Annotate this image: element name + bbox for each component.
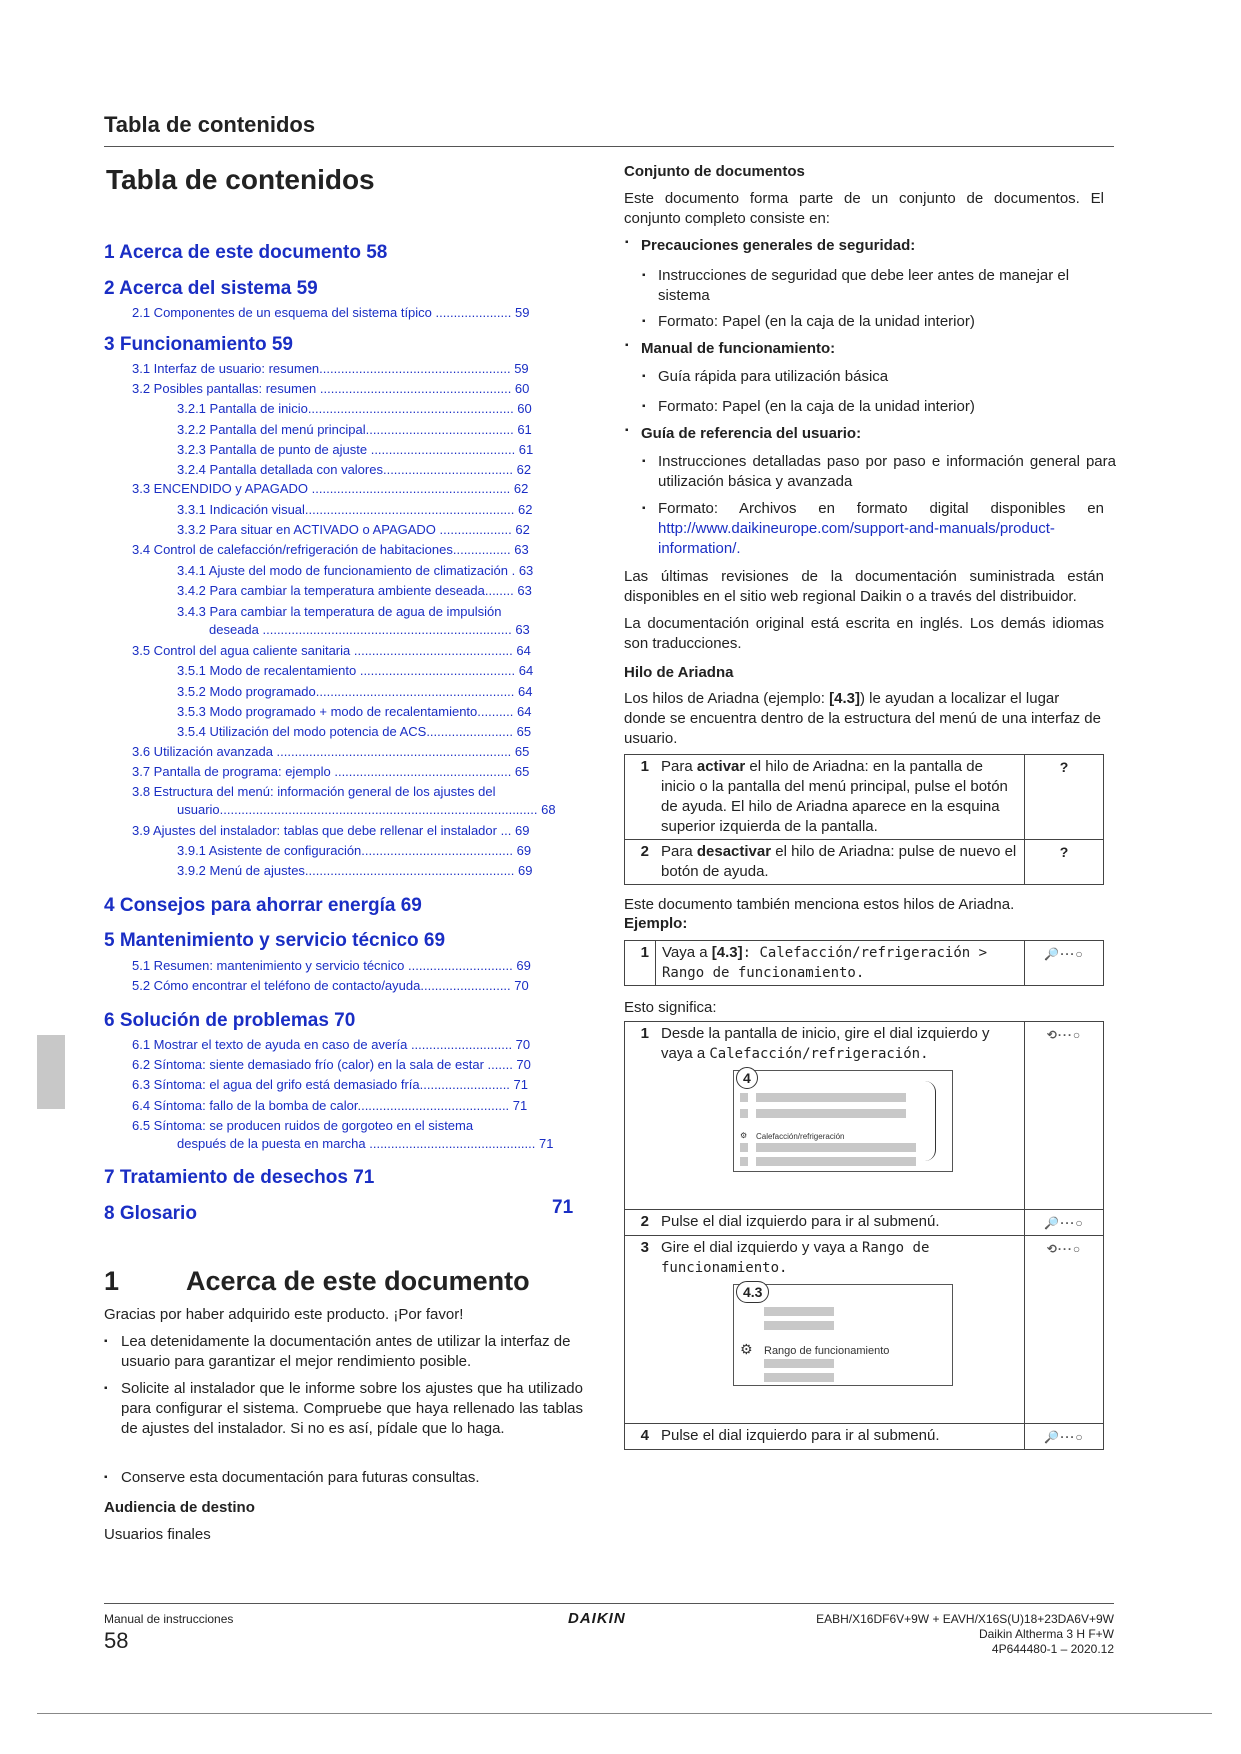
doc-item: ▪ Instrucciones de seguridad que debe leer antes de manejar el sistema [658, 266, 1098, 306]
toc-entry-link[interactable]: 3.2.2 Pantalla del menú principal......................................... 61 [177, 422, 532, 437]
example-label: Ejemplo: [624, 915, 688, 932]
dial-rotate-icon: ⟲···○ [1046, 1028, 1082, 1042]
menu-item-label: Rango de funcionamiento [764, 1345, 890, 1357]
toc-entry-link[interactable]: 3.1 Interfaz de usuario: resumen..................................................... 59 [132, 361, 529, 376]
toc-chapter-link[interactable]: 5 Mantenimiento y servicio técnico 69 [104, 930, 446, 951]
menu-screen-illustration [733, 1070, 953, 1172]
toc-entry-link[interactable]: 3.2.4 Pantalla detallada con valores.................................... 62 [177, 462, 532, 477]
docset-heading: Conjunto de documentos [624, 163, 805, 180]
toc-entry-link[interactable]: 3.5.4 Utilización del modo potencia de ACS........................ 65 [177, 724, 532, 739]
toc-entry-link[interactable]: 6.2 Síntoma: siente demasiado frío (calor) en la sala de estar ....... 70 [132, 1057, 531, 1072]
audience-text: Usuarios finales [104, 1526, 211, 1543]
page-number: 58 [104, 1628, 129, 1653]
example-table [624, 940, 1104, 986]
table-row: 1 Desde la pantalla de inicio, gire el dial izquierdo y vaya a Calefacción/refrigeración. 4 ⚙ Calefacción/refrigeración ⟲···○ [625, 1022, 1104, 1210]
docset-intro: Este documento forma parte de un conjunto de documentos. El conjunto completo consiste en: [624, 190, 1104, 227]
page-bottom-rule [37, 1713, 1212, 1714]
toc-entry-link[interactable]: 3.5.2 Modo programado....................................................... 64 [177, 684, 533, 699]
toc-entry-link[interactable]: 2.1 Componentes de un esquema del sistema típico ..................... 59 [132, 305, 530, 320]
ariadna-intro: Los hilos de Ariadna (ejemplo: [4.3]) le ayudan a localizar el lugar donde se encuentra dentro de la estructura del menú de una interfaz de usuario. [624, 690, 1101, 747]
dial-press-icon: 🔎···○ [1044, 1216, 1084, 1230]
section-title: Acerca de este documento [186, 1266, 530, 1296]
toc-entry-link[interactable]: 3.9.2 Menú de ajustes.......................................................... 69 [177, 863, 533, 878]
toc-entry-link[interactable]: 3.9 Ajustes del instalador: tablas que debe rellenar el instalador ... 69 [132, 823, 530, 838]
doc-title: ▪ Precauciones generales de seguridad: [641, 237, 915, 254]
doc-item: ▪ Formato: Papel (en la caja de la unidad interior) [658, 397, 1098, 417]
toc-chapter-link[interactable]: 1 Acerca de este documento 58 [104, 242, 388, 263]
toc-glosario-page[interactable]: 71 [552, 1197, 574, 1218]
toc-entry-link[interactable]: 3.3 ENCENDIDO y APAGADO ....................................................... 62 [132, 481, 529, 496]
ariadna-help-table [624, 754, 1104, 885]
toc-chapter-link[interactable]: 4 Consejos para ahorrar energía 69 [104, 895, 422, 916]
dial-indicator [925, 1081, 936, 1161]
docs-link[interactable]: http://www.daikineurope.com/support-and-manuals/product-information/. [658, 520, 1055, 557]
section-number: 1 [104, 1266, 120, 1296]
toc-entry-link[interactable]: 3.4.1 Ajuste del modo de funcionamiento de climatización . 63 [177, 563, 534, 578]
toc-chapter-link[interactable]: 6 Solución de problemas 70 [104, 1010, 356, 1031]
revisions-text: Las últimas revisiones de la documentación suministrada están disponibles en el sitio web regional Daikin o a través del distribuidor. [624, 568, 1104, 605]
gear-icon: ⚙ [740, 1131, 748, 1140]
toc-entry-link[interactable]: 3.4 Control de calefacción/refrigeración de habitaciones................ 63 [132, 542, 529, 557]
toc-entry-link[interactable]: 3.7 Pantalla de programa: ejemplo ................................................. 65 [132, 764, 530, 779]
footer-product: Daikin Altherma 3 H F+W [978, 1627, 1114, 1641]
toc-entry-link[interactable]: 3.8 Estructura del menú: información general de los ajustes del [132, 784, 496, 799]
toc-entry-link[interactable]: 3.4.3 Para cambiar la temperatura de agua de impulsión [177, 604, 502, 619]
toc-entry-link[interactable]: 3.3.2 Para situar en ACTIVADO o APAGADO .................... 62 [177, 522, 530, 537]
section-intro: Gracias por haber adquirido este producto. ¡Por favor! [104, 1306, 464, 1323]
footer-ref: 4P644480-1 – 2020.12 [991, 1642, 1114, 1656]
list-item: ▪ Solicite al instalador que le informe sobre los ajustes que ha utilizado para configurar el sistema. Compruebe que haya rellenado las tablas de ajustes del instalador. Si no es así, pídale que lo haga. [121, 1379, 583, 1439]
toc-entry-link[interactable]: 6.3 Síntoma: el agua del grifo está demasiado fría......................... 71 [132, 1077, 528, 1092]
breadcrumb-badge: 4 [736, 1067, 758, 1089]
doc-item-text: Formato: Archivos en formato digital disponibles en [658, 500, 1104, 517]
toc-chapter-link[interactable]: 7 Tratamiento de desechos 71 [104, 1167, 375, 1188]
toc-entry-link[interactable]: 6.4 Síntoma: fallo de la bomba de calor.......................................... 71 [132, 1098, 528, 1113]
toc-entry-link[interactable]: 3.3.1 Indicación visual.......................................................... 62 [177, 502, 533, 517]
doc-title: ▪ Guía de referencia del usuario: [641, 425, 861, 442]
mentions-text: Este documento también menciona estos hilos de Ariadna. [624, 896, 1015, 913]
dial-rotate-icon: ⟲···○ [1046, 1242, 1082, 1256]
toc-chapter-link[interactable]: 2 Acerca del sistema 59 [104, 278, 318, 299]
toc-entry-link[interactable]: después de la puesta en marcha .............................................. 71 [177, 1136, 554, 1151]
table-row: 3 Gire el dial izquierdo y vaya a Rango de funcionamiento. 4.3 ⚙ Rango de funcionamiento ⟲···○ [625, 1236, 1104, 1424]
toc-entry-link[interactable]: 3.2 Posibles pantallas: resumen ..................................................... 60 [132, 381, 530, 396]
page-header-title: Tabla de contenidos [104, 112, 316, 137]
original-text: La documentación original está escrita en inglés. Los demás idiomas son traducciones. [624, 615, 1104, 652]
toc-title: Tabla de contenidos [106, 164, 375, 195]
footer-model: EABH/X16DF6V+9W + EAVH/X16S(U)18+23DA6V+9W [816, 1612, 1114, 1626]
toc-entry-link[interactable]: 6.1 Mostrar el texto de ayuda en caso de avería ............................ 70 [132, 1037, 531, 1052]
toc-entry-link[interactable]: deseada ..................................................................... 63 [209, 622, 530, 637]
steps-table [624, 1021, 1104, 1450]
chapter-side-tab [37, 1035, 65, 1109]
table-row: 2 Pulse el dial izquierdo para ir al submenú. 🔎···○ [625, 1210, 1104, 1236]
toc-entry-link[interactable]: 3.9.1 Asistente de configuración.......................................... 69 [177, 843, 532, 858]
audience-heading: Audiencia de destino [104, 1499, 255, 1516]
toc-entry-link[interactable]: 5.2 Cómo encontrar el teléfono de contacto/ayuda......................... 70 [132, 978, 529, 993]
help-button-icon: ? [1025, 840, 1104, 885]
list-item: ▪ Lea detenidamente la documentación antes de utilizar la interfaz de usuario para garantizar el mejor rendimiento posible. [121, 1332, 573, 1372]
doc-item [658, 499, 1104, 559]
toc-entry-link[interactable]: 3.5 Control del agua caliente sanitaria ............................................ 64 [132, 643, 531, 658]
toc-entry-link[interactable]: 5.1 Resumen: mantenimiento y servicio técnico ............................. 69 [132, 958, 531, 973]
doc-item: ▪ Formato: Papel (en la caja de la unidad interior) [658, 312, 1098, 332]
breadcrumb-badge: 4.3 [736, 1281, 769, 1303]
menu-item-label: Calefacción/refrigeración [756, 1132, 845, 1141]
daikin-logo: DAIKIN [568, 1610, 626, 1627]
ariadna-heading: Hilo de Ariadna [624, 664, 734, 681]
table-row: 1 Para activar el hilo de Ariadna: en la pantalla de inicio o la pantalla del menú principal, pulse el botón de ayuda. El hilo de Ariadna aparece en la esquina superior izquierda de la pantalla. ? [625, 755, 1104, 840]
doc-title: ▪ Manual de funcionamiento: [641, 340, 835, 357]
footer-manual-label: Manual de instrucciones [104, 1612, 234, 1626]
toc-entry-link[interactable]: 3.2.1 Pantalla de inicio......................................................... 60 [177, 401, 532, 416]
toc-chapter-link[interactable]: 3 Funcionamiento 59 [104, 334, 293, 355]
table-row: 2 Para desactivar el hilo de Ariadna: pulse de nuevo el botón de ayuda. ? [625, 840, 1104, 885]
means-text: Esto significa: [624, 999, 717, 1016]
header-divider [104, 146, 1114, 147]
doc-item: ▪ Guía rápida para utilización básica [658, 367, 1098, 387]
list-item: ▪ Conserve esta documentación para futuras consultas. [121, 1468, 573, 1488]
footer-divider [104, 1603, 1114, 1604]
table-row: 1 Vaya a [4.3]: Calefacción/refrigeración > Rango de funcionamiento. 🔎···○ [625, 941, 1104, 986]
dial-press-icon: 🔎···○ [1044, 947, 1084, 961]
toc-entry-link[interactable]: 3.4.2 Para cambiar la temperatura ambiente deseada........ 63 [177, 583, 532, 598]
toc-entry-link[interactable]: 3.2.3 Pantalla de punto de ajuste ........................................ 61 [177, 442, 534, 457]
toc-chapter-link[interactable]: 8 Glosario [104, 1203, 197, 1224]
dial-press-icon: 🔎···○ [1044, 1430, 1084, 1444]
toc-entry-link[interactable]: usuario........................................................................................ 68 [177, 802, 556, 817]
toc-entry-link[interactable]: 3.5.1 Modo de recalentamiento ........................................... 64 [177, 663, 534, 678]
menu-screen-illustration [733, 1284, 953, 1386]
toc-entry-link[interactable]: 3.5.3 Modo programado + modo de recalentamiento.......... 64 [177, 704, 532, 719]
toc-entry-link[interactable]: 6.5 Síntoma: se producen ruidos de gorgoteo en el sistema [132, 1118, 474, 1133]
toc-entry-link[interactable]: 3.6 Utilización avanzada ................................................................. 65 [132, 744, 530, 759]
help-button-icon: ? [1025, 755, 1104, 840]
table-row: 4 Pulse el dial izquierdo para ir al submenú. 🔎···○ [625, 1424, 1104, 1450]
gear-icon: ⚙ [740, 1341, 753, 1357]
doc-item: ▪ Instrucciones detalladas paso por paso e información general para utilización básica y avanzada [658, 452, 1116, 492]
